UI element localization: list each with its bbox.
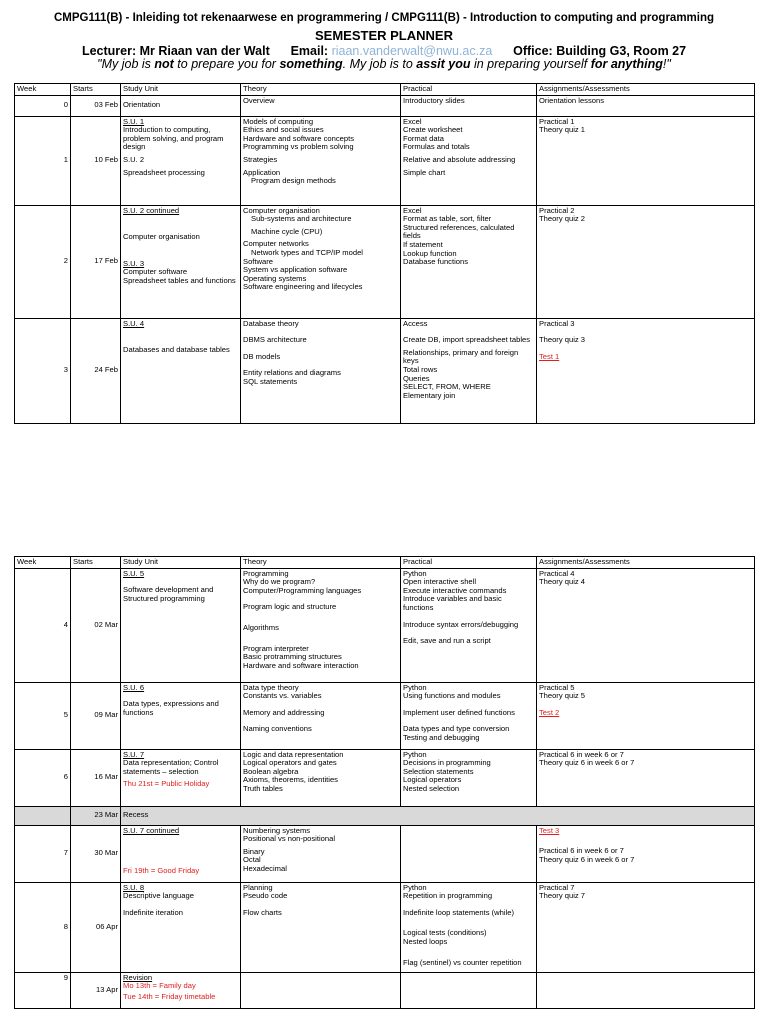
course-title: CMPG111(B) - Inleiding tot rekenaarwese en programmering / CMPG111(B) - Introduction to computing and programming [53,12,715,24]
planner-table-1 [14,83,755,424]
study-unit: Revision Mo 13th = Family day Tue 14th = Friday timetable [121,972,241,1008]
theory: Planning Pseudo code Flow charts [241,882,401,972]
theory: Programming Why do we program? Computer/Programming languages Program logic and structure Algorithms Program interpreter Basic protramming structures Hardware and software interaction [241,568,401,682]
practical: Python Repetition in programming Indefinite loop statements (while) Logical tests (conditions) Nested loops Flag (sentinel) vs counter repetition [401,882,537,972]
week-number: 5 [15,682,71,749]
email-label: Email: [290,44,329,58]
assignments: Practical 3 Theory quiz 3 Test 1 [537,318,755,423]
col-study-unit: Study Unit [121,84,241,96]
assignments: Practical 2 Theory quiz 2 [537,205,755,318]
week-start: 23 Mar [71,806,121,825]
col-week: Week [15,84,71,96]
test-badge: Test 2 [539,707,560,717]
study-unit: S.U. 5 Software development and Structured programming [121,568,241,682]
motto-quote: "My job is not to prepare you for something. My job is to assit you in preparing yourself for anything!" [97,57,671,71]
test-badge: Test 1 [539,351,560,361]
week-start: 06 Apr [71,882,121,972]
practical: Python Decisions in programming Selection statements Logical operators Nested selection [401,749,537,806]
theory: Data type theory Constants vs. variables Memory and addressing Naming conventions [241,682,401,749]
week-number: 9 [15,972,71,1008]
header-row [15,84,755,96]
col-week: Week [15,557,71,569]
header-row [15,557,755,569]
practical [401,825,537,882]
recess-row [15,806,755,825]
col-starts: Starts [71,84,121,96]
week-start: 13 Apr [71,972,121,1008]
col-theory: Theory [241,557,401,569]
week-start: 09 Mar [71,682,121,749]
week-start: 16 Mar [71,749,121,806]
theory: Models of computing Ethics and social issues Hardware and software concepts Programming vs problem solving Strategies Application Program design methods [241,116,401,205]
week-start: 17 Feb [71,205,121,318]
table-row [15,749,755,806]
assignments: Practical 7 Theory quiz 7 [537,882,755,972]
col-theory: Theory [241,84,401,96]
week-start: 30 Mar [71,825,121,882]
study-unit: S.U. 7 continued Fri 19th = Good Friday [121,825,241,882]
planner-table-2 [14,556,755,1009]
practical: Excel Format as table, sort, filter Structured references, calculated fields If statement Lookup function Database functions [401,205,537,318]
week-number: 6 [15,749,71,806]
practical [401,972,537,1008]
study-unit: S.U. 1 Introduction to computing, problem solving, and program design S.U. 2 Spreadsheet processing [121,116,241,205]
practical: Python Open interactive shell Execute interactive commands Introduce variables and basic functions Introduce syntax errors/debugging Edit, save and run a script [401,568,537,682]
study-unit: S.U. 2 continued Computer organisation S.U. 3 Computer software Spreadsheet tables and functions [121,205,241,318]
planner-title: SEMESTER PLANNER [315,28,453,43]
week-number: 0 [15,95,71,116]
lecturer-name: Mr Riaan van der Walt [139,44,270,58]
week-number: 2 [15,205,71,318]
week-number: 4 [15,568,71,682]
lecturer-line [0,44,768,58]
table-row [15,205,755,318]
week-start: 03 Feb [71,95,121,116]
practical: Introductory slides [401,95,537,116]
recess-label: Recess [121,806,755,825]
week-number: 8 [15,882,71,972]
practical: Access Create DB, import spreadsheet tables Relationships, primary and foreign keys Total rows Queries SELECT, FROM, WHERE Elementary join [401,318,537,423]
week-number [15,806,71,825]
lecturer-label: Lecturer: [81,44,137,58]
assignments: Practical 6 in week 6 or 7 Theory quiz 6 in week 6 or 7 [537,749,755,806]
office-label: Office: [513,44,553,58]
week-start: 10 Feb [71,116,121,205]
table-row [15,568,755,682]
assignments: Practical 1 Theory quiz 1 [537,116,755,205]
theory: Computer organisation Sub-systems and architecture Machine cycle (CPU) Computer networks Network types and TCP/IP model Software System vs application software Operating systems Software engineering and lifecycles [241,205,401,318]
table-row [15,318,755,423]
week-number: 7 [15,825,71,882]
week-number: 3 [15,318,71,423]
study-unit: S.U. 4 Databases and database tables [121,318,241,423]
table-row [15,882,755,972]
table-row [15,825,755,882]
practical: Python Using functions and modules Implement user defined functions Data types and type conversion Testing and debugging [401,682,537,749]
table-row [15,95,755,116]
theory [241,972,401,1008]
assignments [537,972,755,1008]
theory: Numbering systems Positional vs non-positional Binary Octal Hexadecimal [241,825,401,882]
office-value: Building G3, Room 27 [556,44,687,58]
col-practical: Practical [401,84,537,96]
col-assignments: Assignments/Assessments [537,84,755,96]
table-row [15,972,755,1008]
week-number: 1 [15,116,71,205]
table-row [15,682,755,749]
assignments: Practical 4 Theory quiz 4 [537,568,755,682]
test-badge: Test 3 [539,825,560,835]
study-unit: S.U. 6 Data types, expressions and functions [121,682,241,749]
col-study-unit: Study Unit [121,557,241,569]
col-assignments: Assignments/Assessments [537,557,755,569]
theory: Overview [241,95,401,116]
study-unit: Orientation [121,95,241,116]
practical: Excel Create worksheet Format data Formulas and totals Relative and absolute addressing Simple chart [401,116,537,205]
week-start: 02 Mar [71,568,121,682]
assignments: Orientation lessons [537,95,755,116]
study-unit: S.U. 8 Descriptive language Indefinite iteration [121,882,241,972]
table-row [15,116,755,205]
theory: Database theory DBMS architecture DB models Entity relations and diagrams SQL statements [241,318,401,423]
assignments: Practical 5 Theory quiz 5 Test 2 [537,682,755,749]
email-link[interactable]: riaan.vanderwalt@nwu.ac.za [331,44,493,58]
col-starts: Starts [71,557,121,569]
theory: Logic and data representation Logical operators and gates Boolean algebra Axioms, theorems, identities Truth tables [241,749,401,806]
col-practical: Practical [401,557,537,569]
week-start: 24 Feb [71,318,121,423]
assignments: Test 3 Practical 6 in week 6 or 7 Theory quiz 6 in week 6 or 7 [537,825,755,882]
study-unit: S.U. 7 Data representation; Control statements – selection Thu 21st = Public Holiday [121,749,241,806]
